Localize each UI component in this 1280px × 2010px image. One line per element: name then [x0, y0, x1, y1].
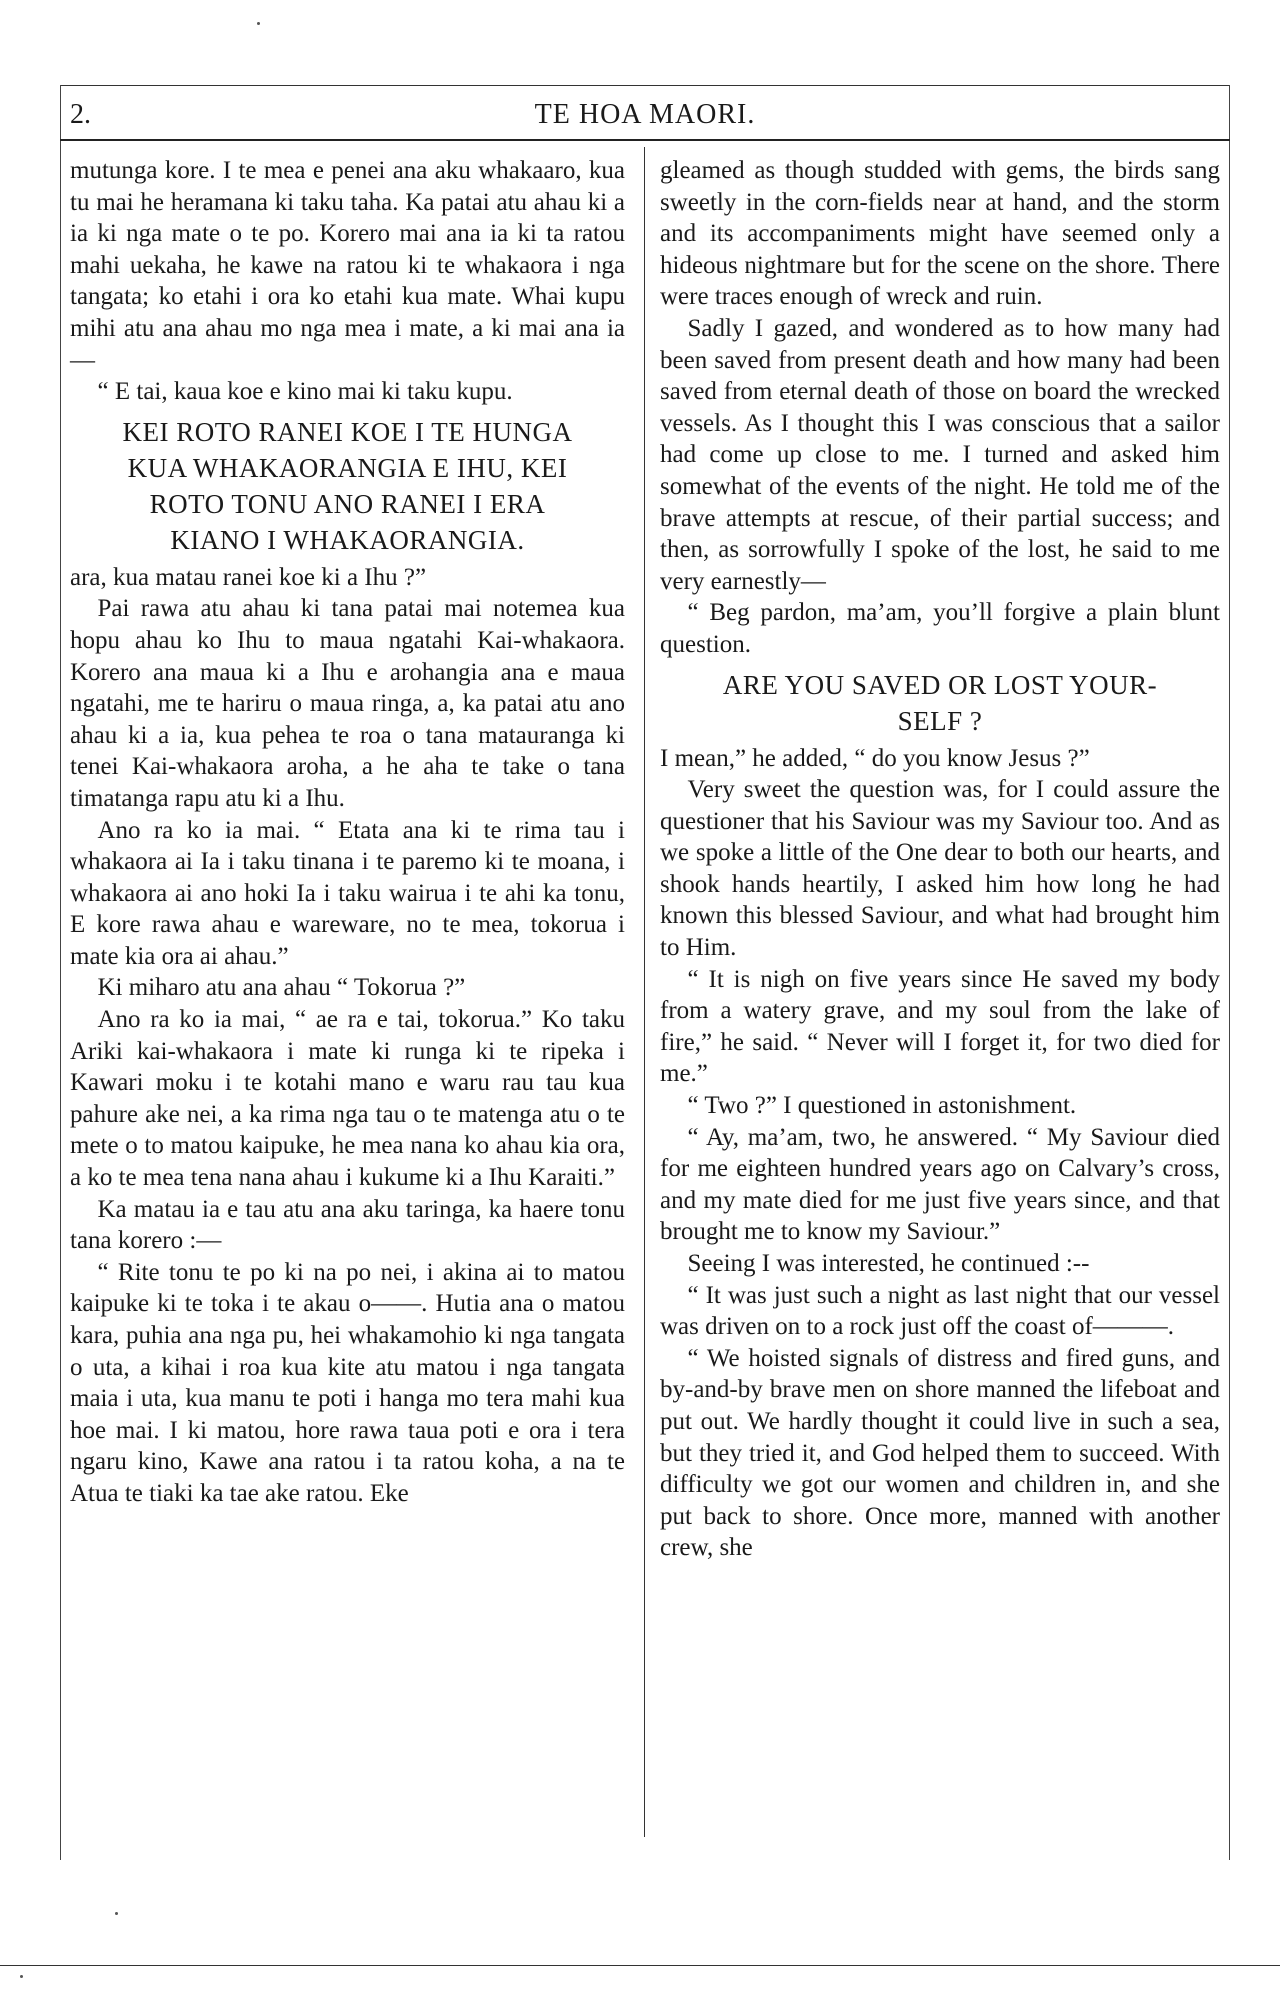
left-column [70, 155, 625, 1510]
heading-line: KUA WHAKAORANGIA E IHU, KEI [127, 452, 568, 483]
paragraph: “ Beg pardon, ma’am, you’ll forgive a plain blunt question. [660, 599, 1220, 658]
top-rule [60, 85, 1230, 87]
left-border-rule [60, 85, 61, 1860]
publication-title: TE HOA MAORI. [534, 99, 756, 130]
paragraph: Sadly I gazed, and wondered as to how many had been saved from present death and how many had been saved from eternal death of those on board the wrecked vessels. As I thought this I was conscious that a sailor had come up close to me. I turned and asked him somewhat of the events of the night. He told me of the brave attempts at rescue, of their partial success; and then, as sorrowfully I spoke of the lost, he said to me very earnestly— [660, 314, 1220, 595]
paragraph: “ It was just such a night as last night that our vessel was driven on to a rock just off the coast of———. [660, 1281, 1220, 1341]
section-heading [70, 414, 625, 558]
paragraph: Ki miharo atu ana ahau “ Tokorua ?” [97, 974, 466, 1002]
heading-line: ARE YOU SAVED OR LOST YOUR- [722, 669, 1158, 700]
page-number: 2. [70, 99, 91, 130]
print-speck [257, 22, 260, 25]
paragraph: gleamed as though studded with gems, the birds sang sweetly in the corn-fields near at hand, and the storm and its accompaniments might have seemed only a hideous nightmare but for the scene on the shore. There were traces enough of wreck and ruin. [660, 157, 1220, 311]
paragraph: Pai rawa atu ahau ki tana patai mai notemea kua hopu ahau ko Ihu to maua ngatahi Kai-whakaora. Korero ana maua ki a Ihu e arohangia ana e maua ngatahi, me te hariru o maua ringa, a, ka patai atu ano ahau ki a ia, kua pehea te roa o tana matauranga ki tenei Kai-whakaora aroha, a he aha te take o tana timatanga rapu atu ki a Ihu. [70, 595, 625, 812]
right-column [660, 155, 1220, 1564]
paragraph: “ It is nigh on five years since He saved my body from a watery grave, and my soul from the lake of fire,” he said. “ Never will I forget it, for two died for me.” [660, 965, 1220, 1088]
heading-line: ROTO TONU ANO RANEI I ERA [149, 488, 546, 519]
paragraph: Ano ra ko ia mai, “ ae ra e tai, tokorua.” Ko taku Ariki kai-whakaora i mate ki runga ki te ripeka i Kawari moku i te kotahi mano e waru rau tau kua pahure ake nei, a ka rima nga tau o te matenga atu o te mete o to matou kaipuke, he mea nana ko ahau kia ora, a ko te mea tena nana ahau i kukume ki a Ihu Karaiti.” [70, 1006, 625, 1192]
heading-line: KEI ROTO RANEI KOE I TE HUNGA [122, 416, 573, 447]
right-border-rule [1229, 85, 1230, 1860]
heading-line: KIANO I WHAKAORANGIA. [170, 524, 525, 555]
paragraph: Very sweet the question was, for I could assure the questioner that his Saviour was my Saviour too. And as we spoke a little of the One dear to both our hearts, and shook hands heartily, I asked him how long he had known this blessed Saviour, and what had brought him to Him. [660, 776, 1220, 962]
paragraph: ara, kua matau ranei koe ki a Ihu ?” [70, 563, 427, 591]
column-divider [644, 147, 645, 1837]
newspaper-page [60, 85, 1230, 1975]
paragraph: “ E tai, kaua koe e kino mai ki taku kupu. [97, 378, 513, 406]
print-speck [20, 1975, 23, 1978]
paragraph: Ka matau ia e tau atu ana aku taringa, ka haere tonu tana korero :— [70, 1195, 625, 1255]
paragraph: mutunga kore. I te mea e penei ana aku whakaaro, kua tu mai he heramana ki taku taha. Ka patai atu ahau ki a ia ki nga mate o te po. Korero mai ana ia ki ta ratou mahi uekaha, he kawe na ratou ki te whakaora i nga tangata; ko etahi i ora ko etahi kua mate. Whai kupu mihi atu ana ahau mo nga mea i mate, a ki mai ana ia— [70, 157, 625, 374]
section-heading [660, 667, 1220, 739]
paragraph: “ Two ?” I questioned in astonishment. [687, 1092, 1077, 1120]
paragraph: Ano ra ko ia mai. “ Etata ana ki te rima tau i whakaora ai Ia i taku tinana i te paremo ki te moana, i whakaora ai ano hoki Ia i taku wairua i te ahi ka tonu, E kore rawa ahau e wareware, no te mea, tokorua i mate kia ora ai ahau.” [70, 816, 625, 970]
paragraph: “ Ay, ma’am, two, he answered. “ My Saviour died for me eighteen hundred years ago on Calvary’s cross, and my mate died for me just five years since, and that brought me to know my Saviour.” [660, 1123, 1220, 1246]
paragraph: “ Rite tonu te po ki na po nei, i akina ai to matou kaipuke ki te toka i te akau o——. Hutia ana o matou kara, puhia ana nga pu, hei whakamohio ki nga tangata o uta, a kihai i roa kua kite atu matou i nga tangata maia i uta, kua manu te poti i hanga mo tera mahi kua hoe mai. I ki matou, hore rawa taua poti e ora i tera ngaru kino, Kawe ana ratou i ta ratou koha, a na te Atua te tiaki ka tae ake ratou. Eke [70, 1258, 625, 1507]
paragraph: I mean,” he added, “ do you know Jesus ?” [660, 744, 1090, 772]
paragraph: Seeing I was interested, he continued :-- [687, 1250, 1090, 1277]
bottom-rule [0, 1965, 1280, 1966]
page-header [60, 95, 1230, 141]
paragraph: “ We hoisted signals of distress and fired guns, and by-and-by brave men on shore manned the lifeboat and put out. We hardly thought it could live in such a sea, but they tried it, and God helped them to succeed. With difficulty we got our women and children in, and she put back to shore. Once more, manned with another crew, she [660, 1344, 1220, 1562]
heading-line: SELF ? [897, 705, 983, 736]
